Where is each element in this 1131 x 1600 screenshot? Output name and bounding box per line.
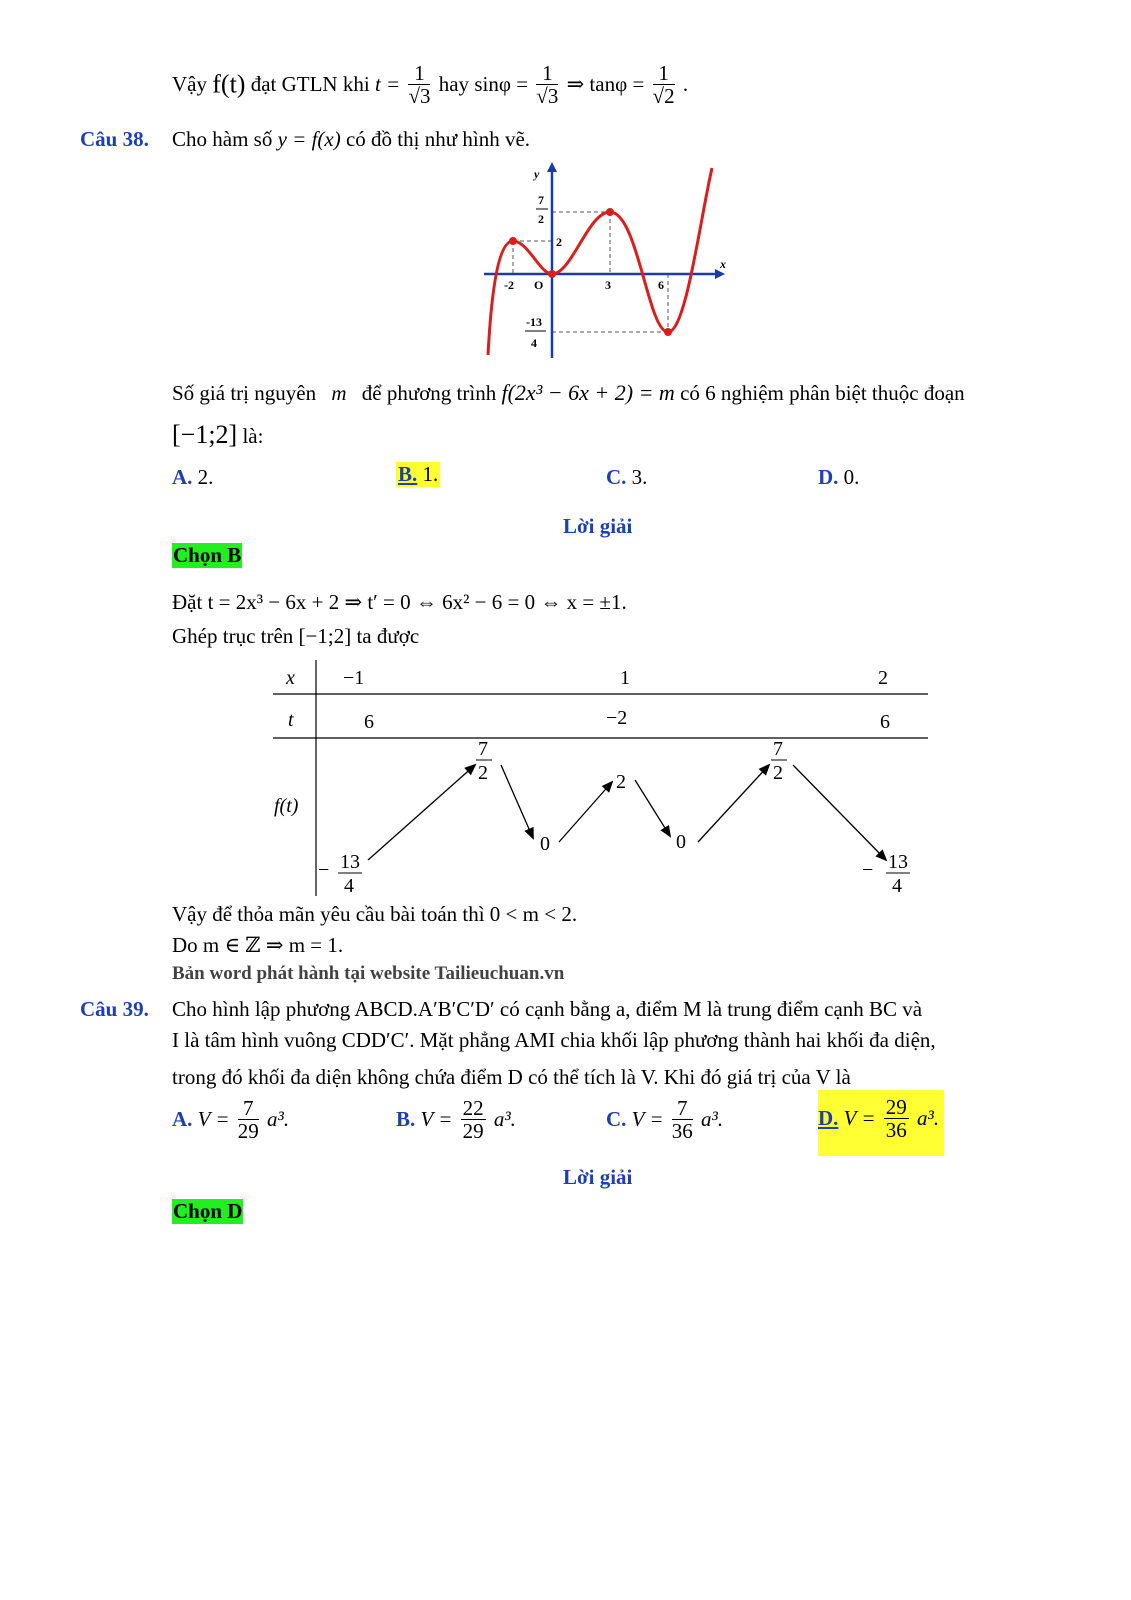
intro-sin: sinφ = (474, 72, 529, 97)
q39-line2: I là tâm hình vuông CDD′C′. Mặt phẳng AMI chia khối lập phương thành hai khối đa diện, (172, 1028, 936, 1052)
intro-dot: . (682, 72, 689, 97)
q38-solution-title: Lời giải (563, 514, 633, 538)
q38-option-c-value: 3. (631, 465, 648, 489)
intro-line (172, 62, 688, 107)
q38-q-b: để phương trình (361, 381, 497, 405)
q38-stem (172, 127, 530, 152)
q38-option-c[interactable] (606, 465, 647, 490)
q38-stem-suffix: có đồ thị như hình vẽ. (345, 127, 531, 151)
table-t-2: −2 (606, 707, 628, 729)
q39-option-c[interactable] (606, 1097, 723, 1142)
table-f-7-num: 13 (888, 851, 908, 873)
table-f-2-den: 2 (478, 762, 488, 784)
q39-option-d-prefix: V = (843, 1106, 876, 1131)
q38-option-b[interactable] (396, 462, 440, 487)
q39-option-b-prefix: V = (420, 1107, 453, 1132)
q38-option-d-value: 0. (843, 465, 860, 489)
intro-ft: f(t) (212, 69, 246, 99)
q39-option-b[interactable] (396, 1097, 516, 1142)
q38-option-c-letter: C. (606, 465, 627, 489)
tick-y-72-num: 7 (538, 193, 544, 207)
intro-frac-t: $\frac{1}{√3}$ (408, 61, 431, 109)
q38-q-c: có 6 nghiệm phân biệt thuộc đoạn (680, 381, 965, 405)
tick-3: 3 (605, 278, 611, 292)
q39-solution-title: Lời giải (563, 1165, 633, 1189)
tick-y-2: 2 (556, 235, 562, 249)
q39-option-a-letter: A. (172, 1107, 193, 1132)
arrow-3 (559, 782, 612, 842)
q38-choice: Chọn B (173, 543, 242, 567)
tick-y-72-den: 2 (538, 212, 544, 226)
table-f-1-num: 13 (340, 851, 360, 873)
table-arrows (368, 765, 886, 860)
arrow-2 (501, 765, 533, 838)
q38-label: Câu 38. (80, 127, 149, 151)
table-f-3: 0 (540, 833, 550, 855)
point-min (664, 328, 672, 336)
variation-table (270, 660, 935, 900)
table-f-2-num: 7 (478, 738, 488, 760)
arrow-1 (368, 765, 475, 860)
q39-option-c-frac: $\frac{7}{36}$ (671, 1096, 693, 1144)
arrow-5 (698, 765, 769, 842)
function-curve (488, 168, 712, 355)
arrow-6 (793, 765, 886, 860)
intro-t-eq: t = (374, 72, 401, 97)
q38-stem-func: y = f(x) (277, 127, 341, 151)
q39-option-b-frac: $\frac{22}{29}$ (462, 1096, 484, 1144)
q38-q-m: m (331, 381, 347, 405)
q39-option-b-suffix: a³. (493, 1107, 516, 1132)
q39-option-d-letter: D. (818, 1106, 839, 1131)
q39-option-d[interactable] (818, 1090, 944, 1156)
q38-conclusion1: Vậy để thỏa mãn yêu cầu bài toán thì 0 < m < 2. (172, 902, 578, 926)
intro-prefix: Vậy (172, 72, 207, 97)
q39-option-c-letter: C. (606, 1107, 627, 1132)
watermark: Bản word phát hành tại website Tailieuchuan.vn (172, 963, 565, 984)
q39-option-a-frac: $\frac{7}{29}$ (237, 1096, 259, 1144)
q38-option-a-letter: A. (172, 465, 193, 489)
axis-y-label: y (534, 167, 540, 181)
q38-option-a[interactable] (172, 465, 213, 490)
q38-step2: Ghép trục trên [−1;2] ta được (172, 624, 420, 648)
q39-line1: Cho hình lập phương ABCD.A′B′C′D′ có cạnh bằng a, điểm M là trung điểm cạnh BC và (172, 997, 923, 1021)
q38-conclusion2: Do m ∈ ℤ ⇒ m = 1. (172, 933, 344, 957)
q39-option-b-letter: B. (396, 1107, 416, 1132)
y-axis-arrow (547, 162, 557, 172)
q38-q-eq: f(2x³ − 6x + 2) = m (501, 380, 675, 405)
intro-frac-tan: $\frac{1}{√2}$ (652, 61, 675, 109)
q39-option-a-suffix: a³. (267, 1107, 290, 1132)
table-f-1-den: 4 (344, 875, 354, 897)
q39-option-c-prefix: V = (631, 1107, 664, 1132)
intro-hay: hay (438, 72, 470, 97)
q38-q-a: Số giá trị nguyên (172, 381, 317, 405)
table-x-3: 2 (878, 667, 888, 689)
point-origin (548, 270, 556, 278)
axis-x-label: x (720, 257, 726, 271)
intro-middle: đạt GTLN khi (250, 72, 370, 97)
intro-tan: ⇒ tanφ = (566, 72, 645, 97)
tick-neg2: -2 (504, 278, 514, 292)
q38-option-a-value: 2. (197, 465, 214, 489)
q38-stem-prefix: Cho hàm số (172, 127, 273, 151)
q39-label: Câu 39. (80, 997, 149, 1021)
q38-question-line1 (172, 380, 965, 406)
q39-option-d-frac: $\frac{29}{36}$ (885, 1095, 907, 1143)
table-f-7-den: 4 (892, 875, 902, 897)
table-t-label: t (288, 709, 294, 731)
q38-q-suffix: là: (242, 424, 264, 448)
q39-option-a-prefix: V = (197, 1107, 230, 1132)
q38-option-b-letter: B. (398, 462, 418, 486)
q39-option-a[interactable] (172, 1097, 289, 1142)
table-f-6-num: 7 (773, 738, 783, 760)
tick-y-min-den: 4 (531, 336, 537, 350)
q38-question-line2 (172, 420, 263, 450)
q38-option-b-value: 1. (422, 462, 439, 486)
table-f-7-neg: − (862, 859, 874, 881)
table-f-1-neg: − (318, 859, 330, 881)
table-t-3: 6 (880, 711, 890, 733)
tick-6: 6 (658, 278, 664, 292)
table-t-1: 6 (364, 711, 374, 733)
graph-guides (513, 212, 668, 332)
tick-y-min-num: -13 (526, 315, 542, 329)
arrow-4 (635, 780, 670, 836)
point-max (606, 208, 614, 216)
table-f-4: 2 (616, 771, 626, 793)
q38-interval: [−1;2] (172, 420, 238, 449)
q39-option-c-suffix: a³. (701, 1107, 724, 1132)
intro-frac-sin: $\frac{1}{√3}$ (536, 61, 559, 109)
table-x-1: −1 (343, 667, 365, 689)
table-f-6-den: 2 (773, 762, 783, 784)
q38-step1: Đặt t = 2x³ − 6x + 2 ⇒ t′ = 0 ⇔ 6x² − 6 = 0 ⇔ x = ±1. (172, 590, 627, 614)
graph-axes (484, 170, 715, 358)
q39-line3: trong đó khối đa diện không chứa điểm D có thể tích là V. Khi đó giá trị của V là (172, 1065, 851, 1089)
table-x-2: 1 (620, 667, 630, 689)
q39-option-d-suffix: a³. (917, 1106, 940, 1131)
q39-choice: Chọn D (173, 1199, 243, 1223)
table-x-label: x (286, 667, 295, 689)
table-f-label: f(t) (274, 795, 299, 817)
origin-label: O (534, 278, 544, 292)
point-max-left (509, 237, 517, 245)
q38-option-d-letter: D. (818, 465, 839, 489)
table-f-5: 0 (676, 831, 686, 853)
q38-option-d[interactable] (818, 465, 859, 490)
function-graph (470, 160, 730, 365)
